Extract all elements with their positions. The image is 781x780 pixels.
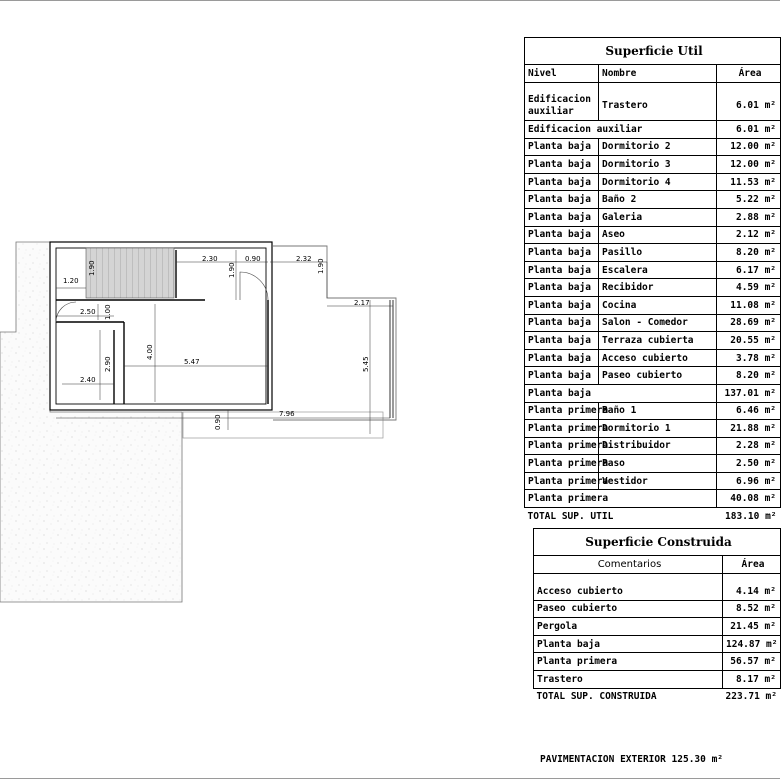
table-row: Planta baja Pasillo 8.20 m² (525, 244, 781, 262)
dim-label: 2.30 (202, 255, 218, 263)
table-row: Planta baja Paseo cubierto 8.20 m² (525, 367, 781, 385)
dim-label: 1.90 (88, 260, 96, 276)
table-row: Planta baja Dormitorio 3 12.00 m² (525, 156, 781, 174)
col-header-nombre: Nombre (599, 65, 717, 83)
total-row (534, 688, 781, 705)
table-row: Planta primera Baño 1 6.46 m² (525, 402, 781, 420)
dim-label: 7.96 (279, 410, 295, 418)
windows (390, 300, 393, 418)
dim-label: 1.00 (104, 304, 112, 320)
table-row: Planta baja Recibidor 4.59 m² (525, 279, 781, 297)
table-row: Planta baja Escalera 6.17 m² (525, 261, 781, 279)
dim-label: 1.90 (228, 262, 236, 278)
table-row: Acceso cubierto 4.14 m² (534, 583, 781, 600)
table-row: Planta baja Aseo 2.12 m² (525, 226, 781, 244)
staircase (86, 248, 174, 298)
table-row: Edificacion auxiliar 6.01 m² (525, 121, 781, 139)
table-row: Planta baja Acceso cubierto 3.78 m² (525, 349, 781, 367)
total-area: 223.71 m² (725, 691, 777, 703)
total-label: TOTAL SUP. UTIL (527, 510, 614, 522)
dim-label: 2.17 (354, 299, 370, 307)
col-header-comentarios: Comentarios (534, 556, 723, 574)
dim-label: 4.00 (146, 344, 154, 360)
terrace-boundary (273, 246, 396, 420)
dim-label: 5.47 (184, 358, 200, 366)
table-row: Planta primera Dormitorio 1 21.88 m² (525, 420, 781, 438)
dim-label: 2.50 (80, 308, 96, 316)
table-row: Paseo cubierto 8.52 m² (534, 600, 781, 618)
col-header-nivel: Nivel (525, 65, 599, 83)
total-label: TOTAL SUP. CONSTRUIDA (536, 691, 657, 703)
dim-label: 2.90 (104, 356, 112, 372)
table-row: Edificacion auxiliar Trastero 6.01 m² (525, 92, 781, 121)
table-row: Planta baja Cocina 11.08 m² (525, 296, 781, 314)
col-header-area: Área (723, 556, 781, 574)
col-header-area: Área (717, 65, 781, 83)
total-area: 183.10 m² (725, 510, 777, 522)
dim-label: 2.40 (80, 376, 96, 384)
dim-label: 0.90 (245, 255, 261, 263)
dim-label: 1.90 (317, 258, 325, 274)
superficie-construida-table (533, 528, 781, 705)
pavimentacion-exterior: PAVIMENTACION EXTERIOR 125.30 m² (540, 754, 724, 765)
table-row: Planta baja Dormitorio 4 11.53 m² (525, 173, 781, 191)
table-row: Planta baja Terraza cubierta 20.55 m² (525, 332, 781, 350)
table-row: Planta primera 56.57 m² (534, 653, 781, 671)
table-row: Planta baja 124.87 m² (534, 635, 781, 653)
table-row: Planta baja Salon - Comedor 28.69 m² (525, 314, 781, 332)
table-title: Superficie Util (525, 38, 781, 65)
table-row: Planta baja Baño 2 5.22 m² (525, 191, 781, 209)
dim-label: 1.20 (63, 277, 79, 285)
table-row: Pergola 21.45 m² (534, 618, 781, 636)
total-row (525, 508, 781, 525)
table-row: Planta primera Distribuidor 2.28 m² (525, 437, 781, 455)
table-title: Superficie Construida (534, 529, 781, 556)
frame-bottom-line (0, 778, 780, 779)
table-row: Planta primera 40.08 m² (525, 490, 781, 508)
table-row: Planta primera Vestidor 6.96 m² (525, 472, 781, 490)
table-row: Trastero 8.17 m² (534, 670, 781, 688)
table-row: Planta baja Galeria 2.88 m² (525, 208, 781, 226)
superficie-util-table (524, 37, 781, 525)
dim-label: 2.32 (296, 255, 312, 263)
table-row: Planta primera Paso 2.50 m² (525, 455, 781, 473)
dim-label: 5.45 (362, 356, 370, 372)
table-row: Planta baja 137.01 m² (525, 384, 781, 402)
table-row: Planta baja Dormitorio 2 12.00 m² (525, 138, 781, 156)
dim-label: 0.90 (214, 414, 222, 430)
